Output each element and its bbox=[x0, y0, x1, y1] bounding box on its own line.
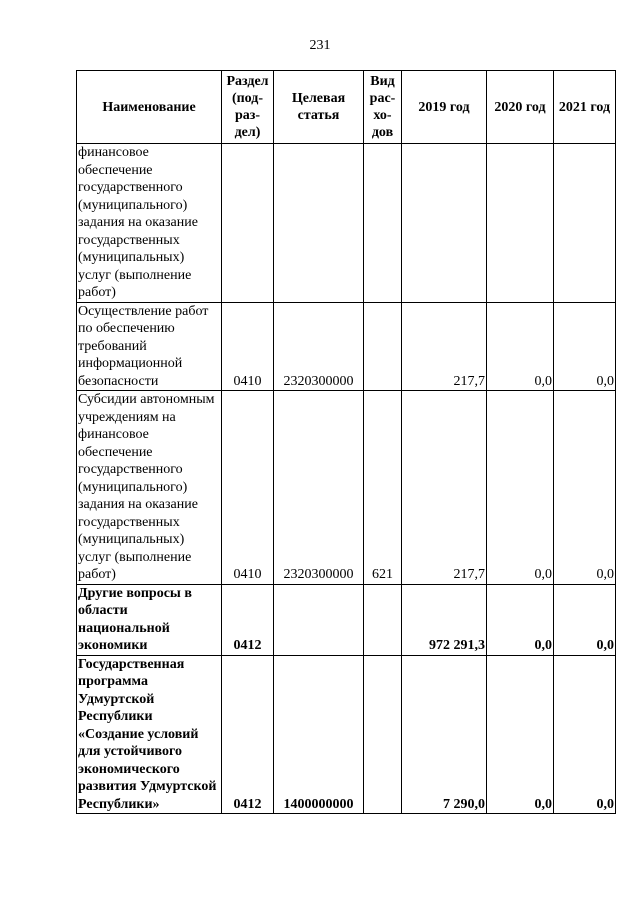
table-row bbox=[77, 302, 616, 391]
header-expense-type: Вид рас-хо-дов bbox=[364, 71, 402, 144]
row-2021: 0,0 bbox=[554, 302, 616, 391]
row-article: 2320300000 bbox=[274, 302, 364, 391]
row-2019: 972 291,3 bbox=[402, 584, 487, 655]
row-name: финансовое обеспечение государственного (муниципального) задания на оказание государственных (муниципальных) услуг (выполнение работ) bbox=[77, 144, 222, 303]
row-expense-type bbox=[364, 144, 402, 303]
row-2020 bbox=[487, 144, 554, 303]
row-2019 bbox=[402, 144, 487, 303]
row-2020: 0,0 bbox=[487, 655, 554, 814]
header-article: Целевая статья bbox=[274, 71, 364, 144]
row-2020: 0,0 bbox=[487, 584, 554, 655]
row-name: Субсидии автономным учреждениям на финансовое обеспечение государственного (муниципального) задания на оказание государственных (муниципальных) услуг (выполнение работ) bbox=[77, 391, 222, 585]
row-2020: 0,0 bbox=[487, 302, 554, 391]
row-2021: 0,0 bbox=[554, 391, 616, 585]
row-section: 0410 bbox=[222, 391, 274, 585]
row-section: 0412 bbox=[222, 655, 274, 814]
budget-table bbox=[76, 70, 616, 814]
row-2021: 0,0 bbox=[554, 655, 616, 814]
row-article bbox=[274, 584, 364, 655]
row-article bbox=[274, 144, 364, 303]
row-name: Осуществление работ по обеспечению требований информационной безопасности bbox=[77, 302, 222, 391]
header-section: Раздел (под-раз-дел) bbox=[222, 71, 274, 144]
table-row bbox=[77, 144, 616, 303]
page-number: 231 bbox=[309, 38, 331, 53]
row-expense-type bbox=[364, 302, 402, 391]
table-header-row bbox=[77, 71, 616, 144]
row-2019: 217,7 bbox=[402, 391, 487, 585]
table-row bbox=[77, 391, 616, 585]
header-2019: 2019 год bbox=[402, 71, 487, 144]
row-2021 bbox=[554, 144, 616, 303]
row-2021: 0,0 bbox=[554, 584, 616, 655]
row-2019: 7 290,0 bbox=[402, 655, 487, 814]
table-row bbox=[77, 584, 616, 655]
row-expense-type: 621 bbox=[364, 391, 402, 585]
row-expense-type bbox=[364, 655, 402, 814]
row-name: Государственная программа Удмуртской Республики «Создание условий для устойчивого экономического развития Удмуртской Республики» bbox=[77, 655, 222, 814]
row-article: 1400000000 bbox=[274, 655, 364, 814]
row-section bbox=[222, 144, 274, 303]
row-expense-type bbox=[364, 584, 402, 655]
table-row bbox=[77, 655, 616, 814]
header-2020: 2020 год bbox=[487, 71, 554, 144]
row-2019: 217,7 bbox=[402, 302, 487, 391]
row-section: 0412 bbox=[222, 584, 274, 655]
row-article: 2320300000 bbox=[274, 391, 364, 585]
row-2020: 0,0 bbox=[487, 391, 554, 585]
row-name: Другие вопросы в области национальной экономики bbox=[77, 584, 222, 655]
header-name: Наименование bbox=[77, 71, 222, 144]
header-2021: 2021 год bbox=[554, 71, 616, 144]
row-section: 0410 bbox=[222, 302, 274, 391]
